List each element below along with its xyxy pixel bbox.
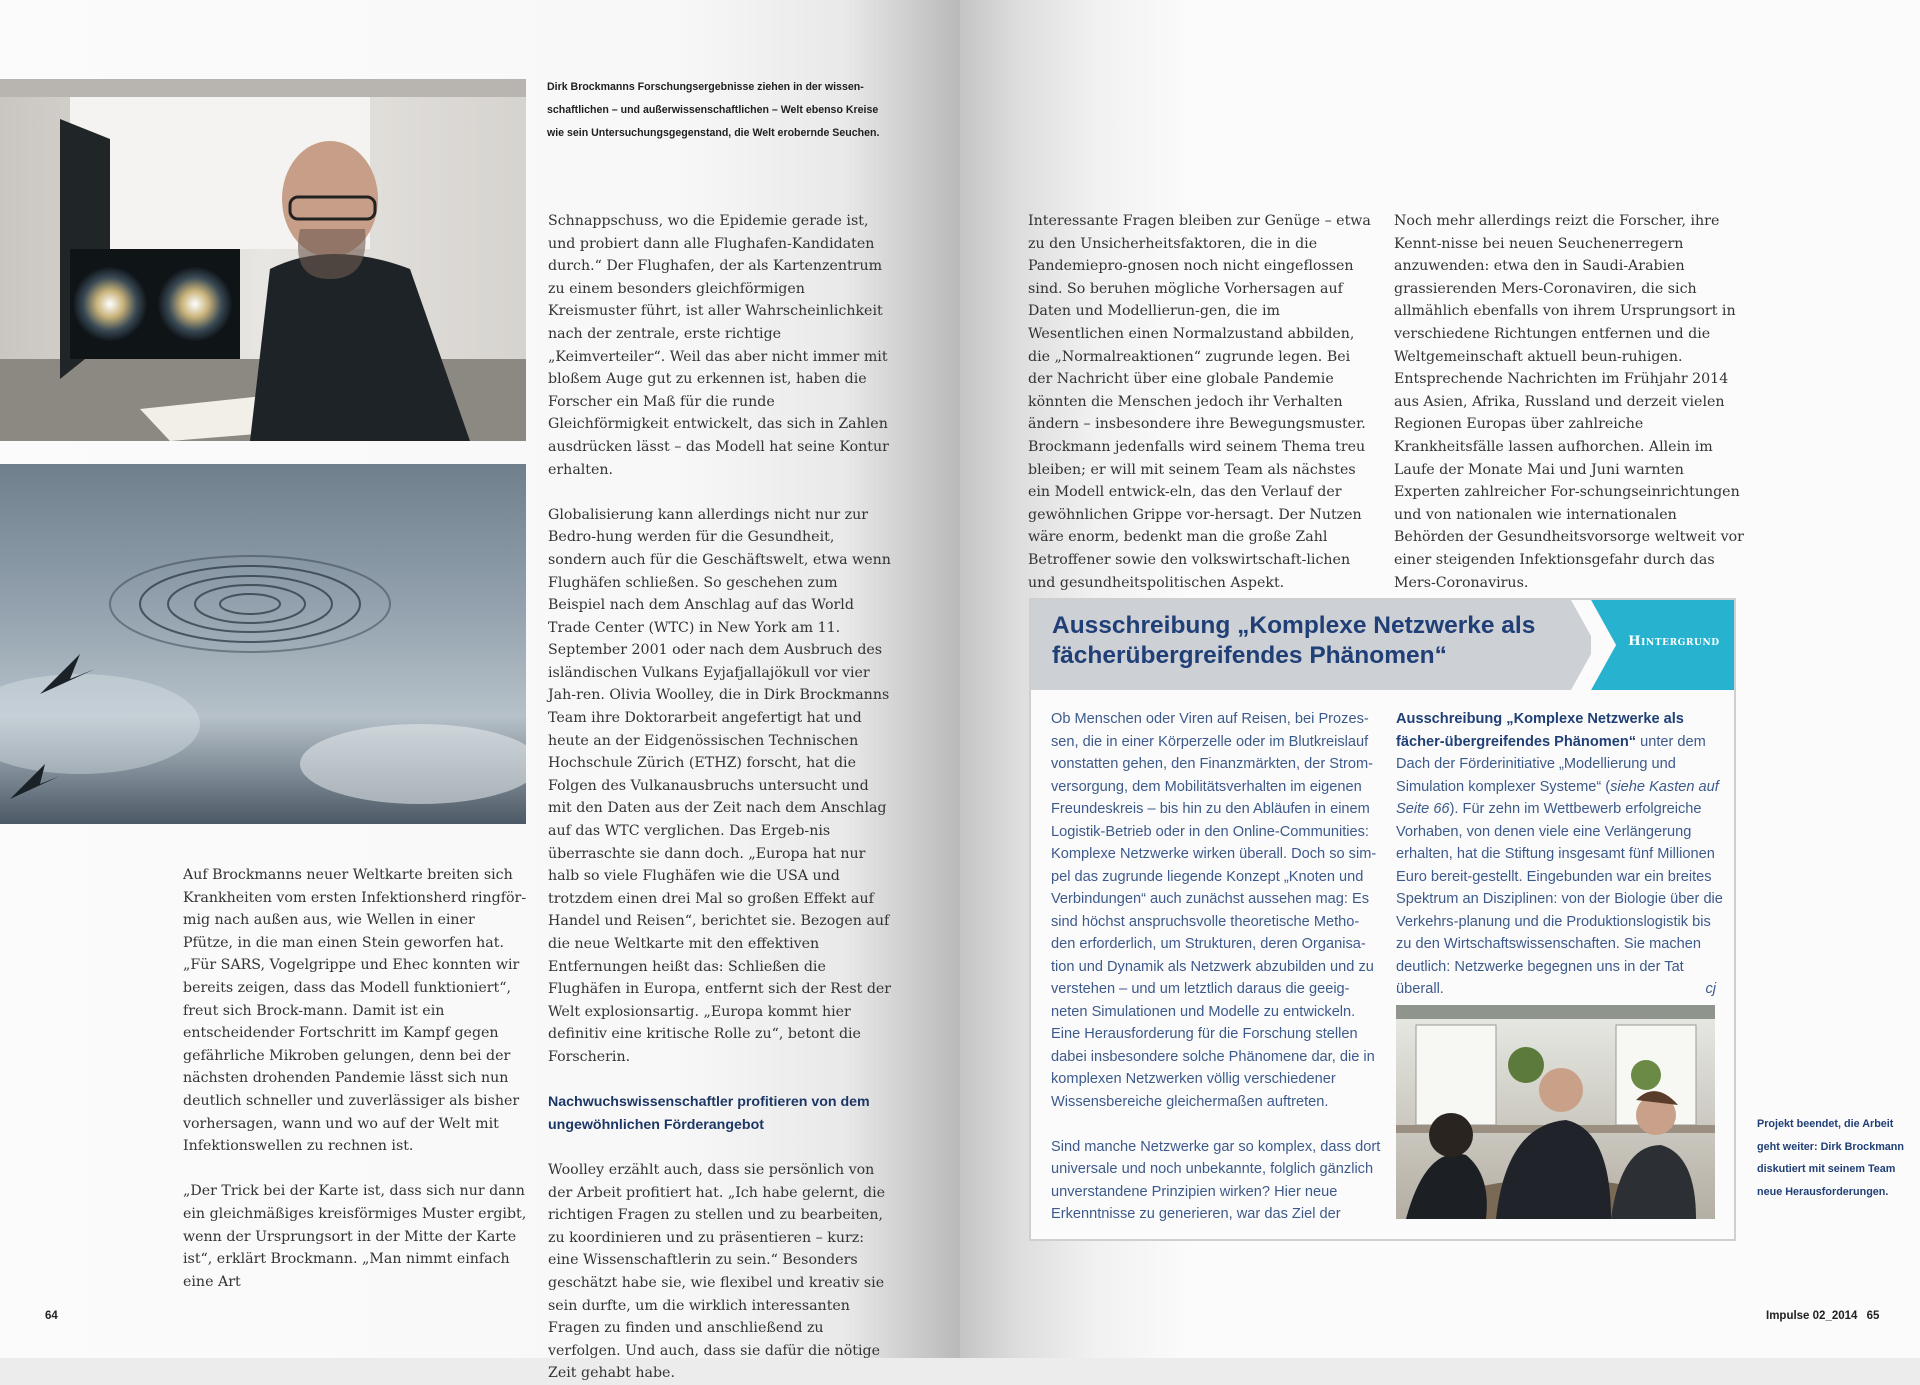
- right-column-1: [1028, 210, 1376, 594]
- box-column-1: [1051, 708, 1381, 1226]
- paragraph: Auf Brockmanns neuer Weltkarte breiten sich Krankheiten vom ersten Infektionsherd ringför-mig nach außen aus, wie Wellen in einer Pfütze, in die man einen Stein geworfen hat. „Für SARS, Vogelgrippe und Ehec konnten wir bereits zeigen, dass das Modell funktioniert“, freut sich Brock-mann. Damit ist ein entscheidender Fortschritt im Kampf gegen gefährliche Mikroben gelungen, denn bei der nächsten drohenden Pandemie lässt sich nun deutlich schneller und zuverlässiger als bisher vorhersagen, wann und wo auf der Welt mit Infektionswellen zu rechnen ist.: [183, 867, 527, 1155]
- photo-water-ripple: [0, 464, 526, 824]
- left-page: [0, 0, 960, 1382]
- paragraph: „Der Trick bei der Karte ist, dass sich nur dann ein gleichmäßiges kreisförmiges Muster ergibt, wenn der Ursprungsort in der Mitte der Karte ist“, erklärt Brockmann. „Man nimmt einfach eine Art: [183, 1183, 527, 1290]
- paragraph: [1396, 708, 1726, 1001]
- box-tag-label: Hintergrund: [1628, 634, 1720, 649]
- subheading: Nachwuchswissenschaftler profitieren von dem ungewöhnlichen Förderangebot: [548, 1094, 870, 1133]
- paragraph: Sind manche Netzwerke gar so komplex, dass dort universale und noch unbekannte, folglich gänzlich unverstandene Prinzipien wirken? Hier neue Erkenntnisse zu generieren, war das Ziel der: [1051, 1138, 1381, 1222]
- page-number-left: 64: [45, 1310, 58, 1322]
- paragraph: Globalisierung kann allerdings nicht nur zur Bedro-hung werden für die Gesundheit, sondern auch für die Geschäftswelt, etwa wenn Flughäfen schließen. So geschehen zum Beispiel nach dem Anschlag auf das World Trade Center (WTC) in New York am 11. September 2001 oder nach dem Ausbruch des isländischen Vulkans Eyjafjallajökull vor vier Jah-ren. Olivia Woolley, die in Dirk Brockmanns Team ihre Doktorarbeit angefertigt hat und heute an der Eidgenössischen Technischen Hochschule Zürich (ETHZ) forscht, hat die Folgen des Vulkanausbruchs untersucht und mit den Daten aus der Zeit nach dem Anschlag auf das WTC verglichen. Das Ergeb-nis überraschte sie dann doch. „Europa hat nur halb so viele Flughäfen wie die USA und trotzdem einen drei Mal so großen Effekt auf Handel und Reisen“, berichtet sie. Bezogen auf die neue Weltkarte mit den effektiven Entfernungen heißt das: Schließen die Flughäfen in Europa, entfernt sich der Rest der Welt explosionsartig. „Europa kommt hier definitiv eine kritische Rolle zu“, betont die Forscherin.: [548, 506, 892, 1065]
- page-reference: siehe Kasten auf Seite 66: [1396, 778, 1719, 817]
- box-column-2: [1396, 708, 1726, 1001]
- paragraph: Schnappschuss, wo die Epidemie gerade ist, und probiert dann alle Flughafen-Kandidaten durch.“ Der Flughafen, der als Kartenzentrum zu einem besonders gleichförmigen Kreismuster führt, ist aller Wahrscheinlichkeit nach der zentrale, erste richtige „Keimverteiler“. Weil das aber nicht immer mit bloßem Auge gut zu erkennen ist, haben die Forscher ein Maß für die runde Gleichförmigkeit entwickelt, das sich in Zahlen ausdrücken lässt – das Modell hat seine Kontur erhalten.: [548, 213, 889, 478]
- photo-caption: Dirk Brockmanns Forschungsergebnisse ziehen in der wissen-schaftlichen – und außerwissenschaftlichen – Welt ebenso Kreise wie sein Untersuchungsgegenstand, die Welt erobernde Seuchen.: [547, 81, 880, 139]
- text: unter dem Dach der Förderinitiative „Modellierung und Simulation komplexer Systeme“ (: [1396, 733, 1706, 795]
- photo-portrait: [0, 79, 526, 441]
- left-column-1: [183, 864, 529, 1293]
- background-info-box: [1029, 598, 1736, 1241]
- paragraph: Ob Menschen oder Viren auf Reisen, bei Prozes-sen, die in einer Körperzelle oder im Blutkreislauf vonstatten gehen, den Finanzmärkten, der Strom-versorgung, dem Mobilitätsverhalten im eigenen Freundeskreis – bis hin zu den Abläufen in einem Logistik-Betrieb oder in den Online-Communities: Komplexe Netzwerke wirken überall. Doch so sim-pel das zugrunde liegende Konzept „Knoten und Verbindungen“ auch zunächst aussehen mag: Es sind höchst anspruchsvolle theoretische Metho-den erforderlich, um Strukturen, deren Organisa-tion und Dynamik als Netzwerk abzubilden und zu verstehen – und um letztlich daraus die geeig-neten Simulationen und Modelle zu entwickeln. Eine Herausforderung für die Forschung stellen dabei insbesondere solche Phänomene dar, die in komplexen Netzwerken völlig verschiedener Wissensbereiche gleichermaßen auftreten.: [1051, 711, 1377, 1110]
- team-photo-caption: Projekt beendet, die Arbeit geht weiter: Dirk Brockmann diskutiert mit seinem Team neue Herausforderungen.: [1757, 1118, 1904, 1198]
- bold-lead: Ausschreibung „Komplexe Netzwerke als fächer-übergreifendes Phänomen“: [1396, 711, 1684, 750]
- folio-right: [1766, 1310, 1879, 1322]
- photo-team: [1396, 1005, 1715, 1219]
- left-column-2: [548, 210, 894, 1385]
- text: ). Für zehn im Wettbewerb erfolgreiche Vorhaben, von denen viele eine Verlängerung erhalten, hat die Stiftung insgesamt fünf Millionen Euro bereit-gestellt. Eingebunden war ein breites Spektrum an Disziplinen: von der Biologie über die Verkehrs-planung und die Produktionslogistik bis zu den Wirtschaftswissenschaften. Sie machen deutlich: Netzwerke begegnen uns in der Tat überall.: [1396, 801, 1723, 997]
- page-number-right: 65: [1866, 1310, 1880, 1322]
- author-signature: cj: [1705, 981, 1716, 997]
- paragraph: Noch mehr allerdings reizt die Forscher, ihre Kennt-nisse bei neuen Seuchenerregern anzuwenden: etwa den in Saudi-Arabien grassierenden Mers-Coronaviren, die sich allmählich ebenfalls von ihrem Ursprungsort in verschiedene Richtungen entfernen und die Weltgemeinschaft aktuell beun-ruhigen. Entsprechende Nachrichten im Frühjahr 2014 aus Asien, Afrika, Russland und derzeit vielen Regionen Europas über zahlreiche Krankheitsfälle lassen aufhorchen. Allein im Laufe der Monate Mai und Juni warnten Experten zahlreicher For-schungseinrichtungen und von nationalen wie internationalen Behörden der Gesundheitsvorsorge weltweit vor einer steigenden Infektionsgefahr durch das Mers-Coronavirus.: [1394, 213, 1744, 591]
- magazine-issue: Impulse 02_2014: [1766, 1310, 1858, 1322]
- right-column-2: [1394, 210, 1746, 594]
- box-header: [1031, 600, 1734, 690]
- paragraph: Woolley erzählt auch, dass sie persönlich von der Arbeit profitiert hat. „Ich habe gelernt, die richtigen Fragen zu stellen und zu bearbeiten, zu koordinieren und zu präsentieren – kurz: eine Wissenschaftlerin zu sein.“ Besonders geschätzt habe sie, wie flexibel und kreativ sie sein durfte, um die wirklich interessanten Fragen zu finden und anschließend zu verfolgen. Und auch, dass sie dafür die nötige Zeit gehabt habe.: [548, 1161, 886, 1382]
- paragraph: Interessante Fragen bleiben zur Genüge – etwa zu den Unsicherheitsfaktoren, die in die Pandemiepro-gnosen noch nicht eingeflossen sind. So beruhen mögliche Vorhersagen auf Daten und Modellierun-gen, die im Wesentlichen einen Normalzustand abbilden, die „Normalreaktionen“ zugrunde legen. Bei der Nachricht über eine globale Pandemie könnten die Menschen jedoch ihr Verhalten ändern – insbesondere ihre Bewegungsmuster. Brockmann jedenfalls wird seinem Thema treu bleiben; er will mit seinem Team als nächstes ein Modell entwick-eln, das den Verlauf der gewöhnlichen Grippe vor-hersagt. Der Nutzen wäre enorm, bedenkt man die große Zahl Betroffener sowie den volkswirtschaft-lichen und gesundheitspolitischen Aspekt.: [1028, 213, 1371, 591]
- box-title: Ausschreibung „Komplexe Netzwerke als fächerübergreifendes Phänomen“: [1052, 612, 1536, 669]
